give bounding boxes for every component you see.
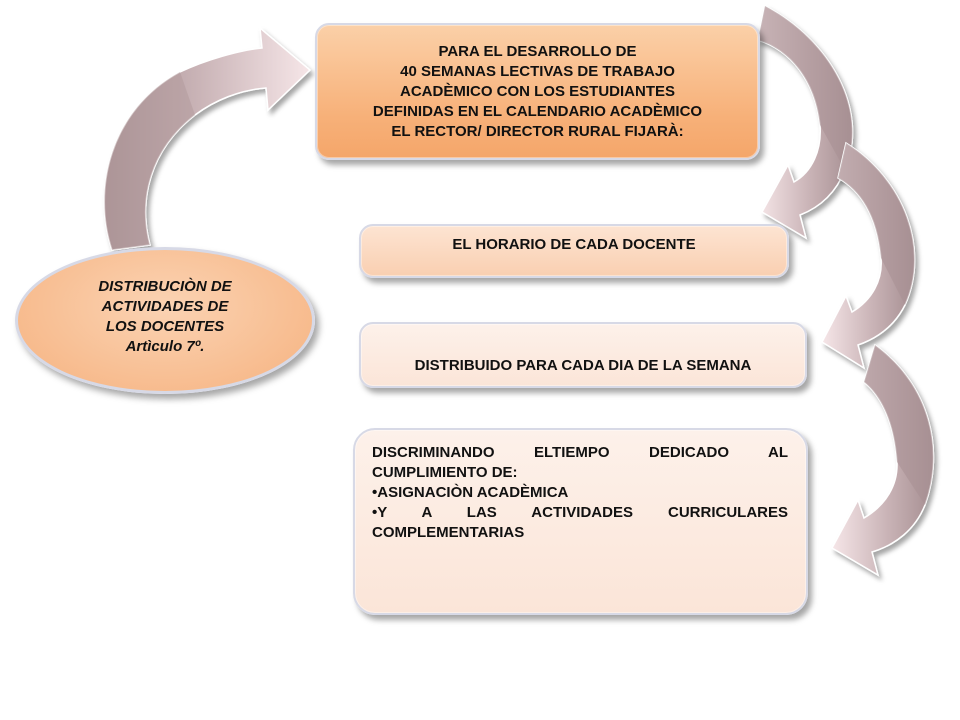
top-box-line-3: ACADÈMICO CON LOS ESTUDIANTES — [399, 82, 675, 100]
bullet-asignacion: •ASIGNACIÒN ACADÈMICA — [372, 484, 569, 501]
ellipse-line-3: LOS DOCENTES — [105, 317, 225, 335]
distribucion-ellipse — [15, 247, 315, 394]
distribuido-text: DISTRIBUIDO PARA CADA DIA DE LA SEMANA — [414, 357, 752, 374]
horario-text: EL HORARIO DE CADA DOCENTE — [452, 236, 696, 253]
discriminando-line-2: CUMPLIMIENTO DE: — [372, 464, 518, 481]
top-box-line-1: PARA EL DESARROLLO DE — [438, 42, 637, 60]
arrow-right-3 — [832, 345, 933, 575]
top-box — [315, 23, 760, 160]
ellipse-line-2: ACTIVIDADES DE — [101, 297, 229, 315]
ellipse-line-1: DISTRIBUCIÒN DE — [98, 277, 232, 295]
discriminando-box — [353, 428, 808, 615]
distribuido-box — [359, 322, 807, 388]
ellipse-line-4: Artìculo 7º. — [125, 337, 205, 355]
arrow-right-1 — [758, 6, 853, 238]
top-box-line-4: DEFINIDAS EN EL CALENDARIO ACADÈMICO — [372, 102, 703, 120]
arrow-left — [104, 28, 310, 250]
discriminando-line-1: DISCRIMINANDO ELTIEMPO DEDICADO AL — [372, 444, 788, 461]
top-box-line-2: 40 SEMANAS LECTIVAS DE TRABAJO — [400, 62, 675, 80]
top-box-line-5: EL RECTOR/ DIRECTOR RURAL FIJARÀ: — [391, 122, 684, 140]
horario-box — [359, 224, 789, 278]
bullet-actividades-line-1: •Y A LAS ACTIVIDADES CURRICULARES — [372, 504, 788, 521]
bullet-actividades-line-2: COMPLEMENTARIAS — [372, 524, 525, 541]
